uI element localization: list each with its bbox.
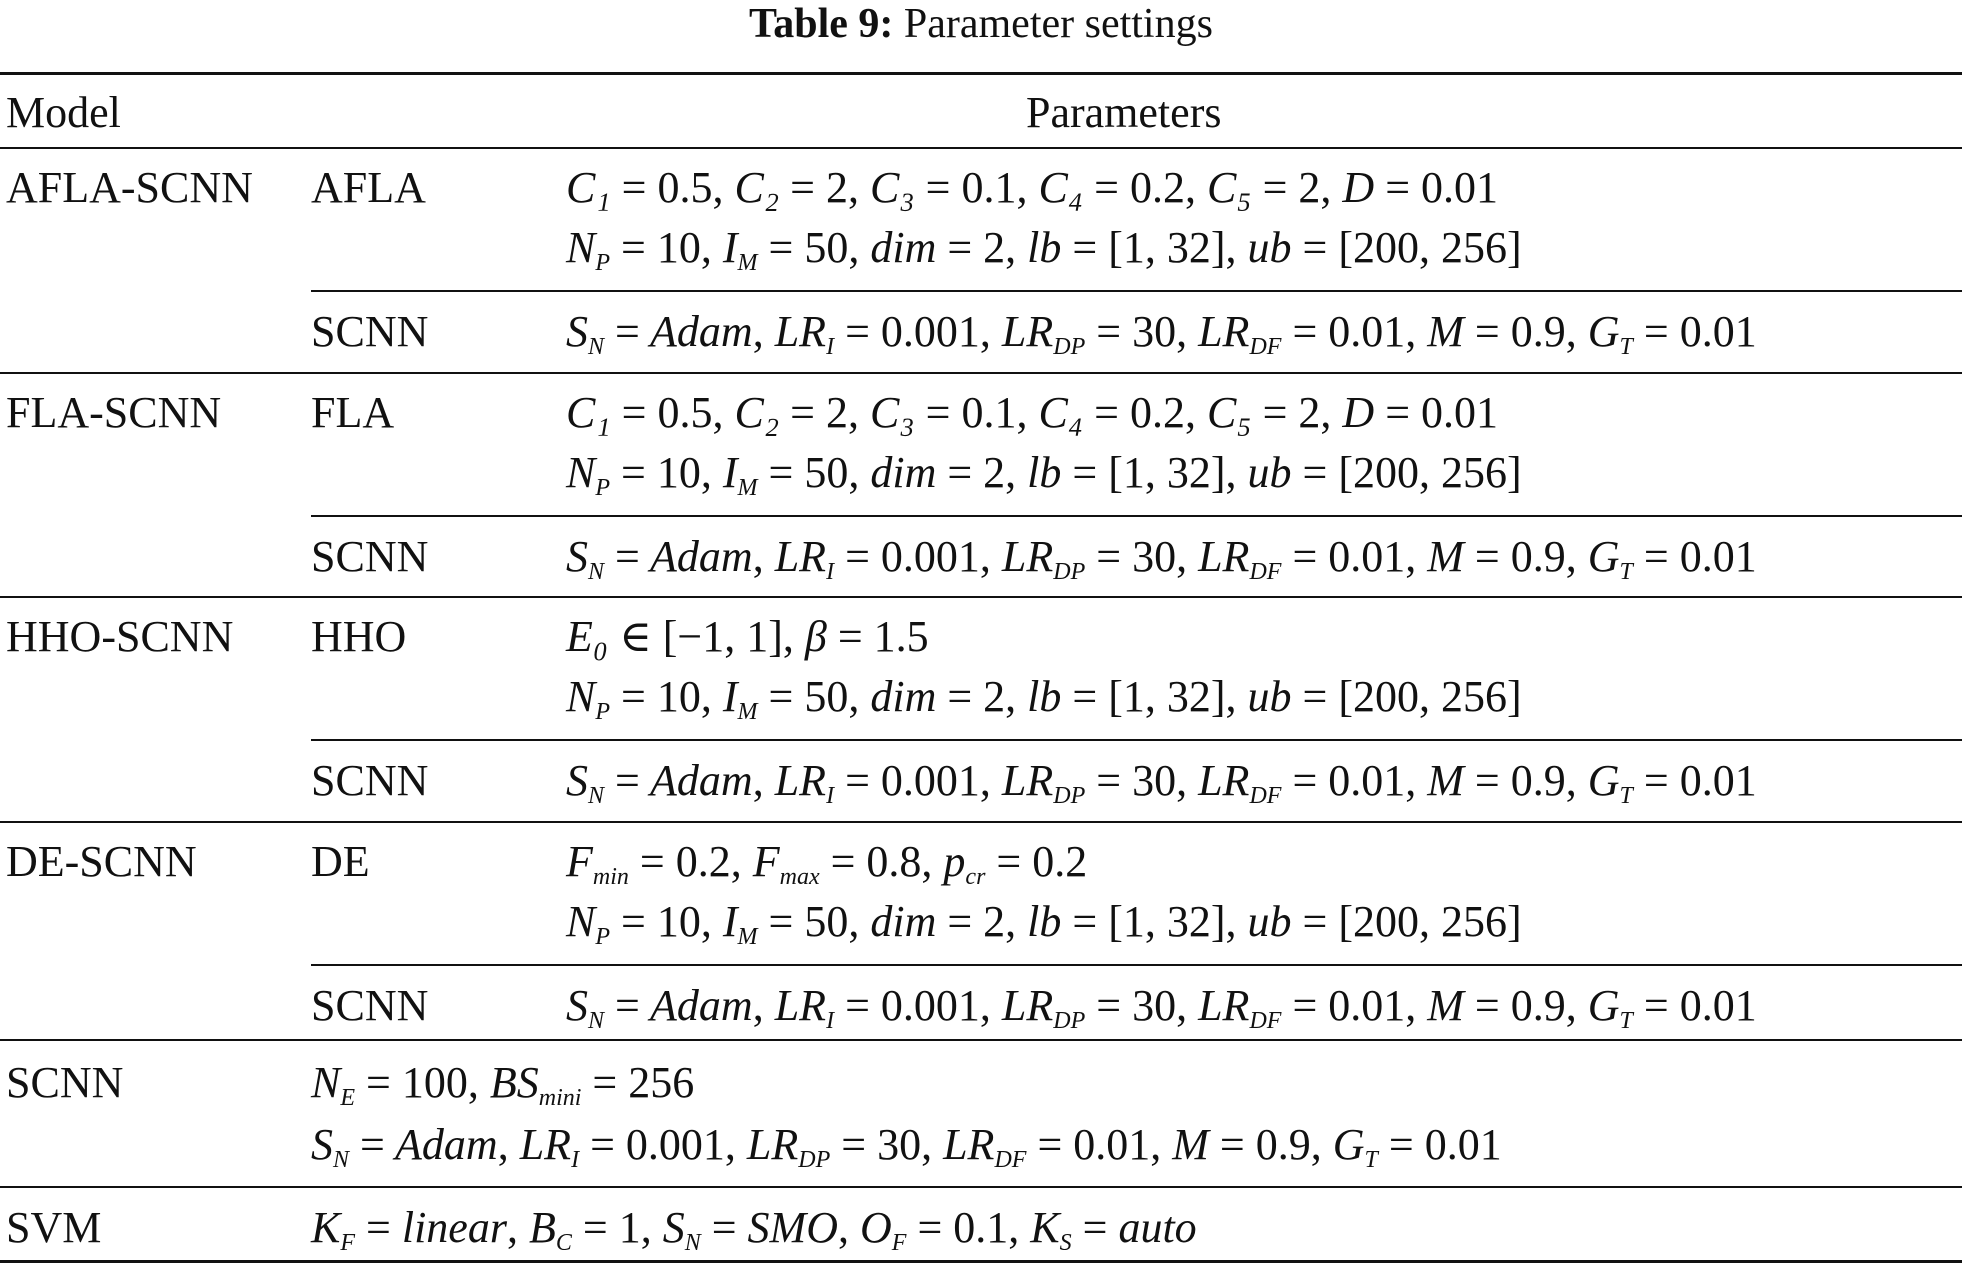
table-label: Table 9: <box>749 1 894 47</box>
model-name: AFLA-SCNN <box>6 163 253 212</box>
optimizer-name: HHO <box>311 612 407 661</box>
sub-row-rule <box>311 290 1962 292</box>
top-rule <box>0 72 1962 75</box>
table-title: Parameter settings <box>903 1 1213 47</box>
model-name: SVM <box>6 1203 102 1252</box>
optimizer-params-line1: C₁ = 0.5, C₂ = 2, C₃ = 0.1, C₄ = 0.2, C₅ = 2, D = 0.01 <box>566 163 1499 212</box>
network-name: SCNN <box>311 981 429 1030</box>
row-rule <box>0 821 1962 823</box>
model-name: HHO-SCNN <box>6 612 234 661</box>
network-params: $S_N$ = Adam, $LR_I = 0.001$, $LR_{DP} = 30$, $LR_{DF} = 0.01$, M = 0.9, $G_T = 0.01$ <box>566 981 1757 1034</box>
model-name: SCNN <box>6 1058 124 1107</box>
optimizer-name: FLA <box>311 388 395 437</box>
row-rule <box>0 596 1962 598</box>
model-name: DE-SCNN <box>6 837 197 886</box>
svm-params-line1: $K_F$ = linear, $B_C = 1$, $S_N$ = SMO, $O_F = 0.1$, $K_S$ = auto <box>311 1203 1197 1256</box>
optimizer-params-line2: $N_P = 10$, $I_M = 50$, dim = 2, lb = [1, 32], ub = [200, 256] <box>566 897 1522 950</box>
row-rule <box>0 1039 1962 1041</box>
bottom-rule <box>0 1260 1962 1263</box>
optimizer-params-line1: $F_{min} = 0.2$, $F_{max} = 0.8$, $p_{cr} = 0.2$ <box>566 837 1088 890</box>
network-name: SCNN <box>311 532 429 581</box>
header-model: Model <box>6 88 121 137</box>
optimizer-params-line2: $N_P = 10$, $I_M = 50$, dim = 2, lb = [1, 32], ub = [200, 256] <box>566 448 1522 501</box>
optimizer-name: DE <box>311 837 370 886</box>
model-name: FLA-SCNN <box>6 388 222 437</box>
optimizer-name: AFLA <box>311 163 426 212</box>
network-params: $S_N$ = Adam, $LR_I = 0.001$, $LR_{DP} = 30$, $LR_{DF} = 0.01$, M = 0.9, $G_T = 0.01$ <box>566 756 1757 809</box>
table-caption <box>0 0 1962 48</box>
optimizer-params-line2: $N_P = 10$, $I_M = 50$, dim = 2, lb = [1, 32], ub = [200, 256] <box>566 672 1522 725</box>
sub-row-rule <box>311 739 1962 741</box>
header-rule <box>0 147 1962 149</box>
header-parameters: Parameters <box>1026 88 1222 137</box>
scnn-params-line2: $S_N$ = Adam, $LR_I = 0.001$, $LR_{DP} = 30$, $LR_{DF} = 0.01$, M = 0.9, $G_T = 0.01$ <box>311 1120 1502 1173</box>
network-name: SCNN <box>311 307 429 356</box>
optimizer-params-line2: $N_P = 10$, $I_M = 50$, dim = 2, lb = [1, 32], ub = [200, 256] <box>566 223 1522 276</box>
row-rule <box>0 372 1962 374</box>
optimizer-params-line1: E₀ ∈ [−1, 1], β = 1.5 <box>566 612 929 661</box>
network-params: $S_N$ = Adam, $LR_I = 0.001$, $LR_{DP} = 30$, $LR_{DF} = 0.01$, M = 0.9, $G_T = 0.01$ <box>566 307 1757 360</box>
sub-row-rule <box>311 964 1962 966</box>
network-name: SCNN <box>311 756 429 805</box>
sub-row-rule <box>311 515 1962 517</box>
optimizer-params-line1: C₁ = 0.5, C₂ = 2, C₃ = 0.1, C₄ = 0.2, C₅ = 2, D = 0.01 <box>566 388 1499 437</box>
scnn-params-line1: $N_E = 100$, $BS_{mini} = 256$ <box>311 1058 695 1111</box>
row-rule <box>0 1186 1962 1188</box>
network-params: $S_N$ = Adam, $LR_I = 0.001$, $LR_{DP} = 30$, $LR_{DF} = 0.01$, M = 0.9, $G_T = 0.01$ <box>566 532 1757 585</box>
